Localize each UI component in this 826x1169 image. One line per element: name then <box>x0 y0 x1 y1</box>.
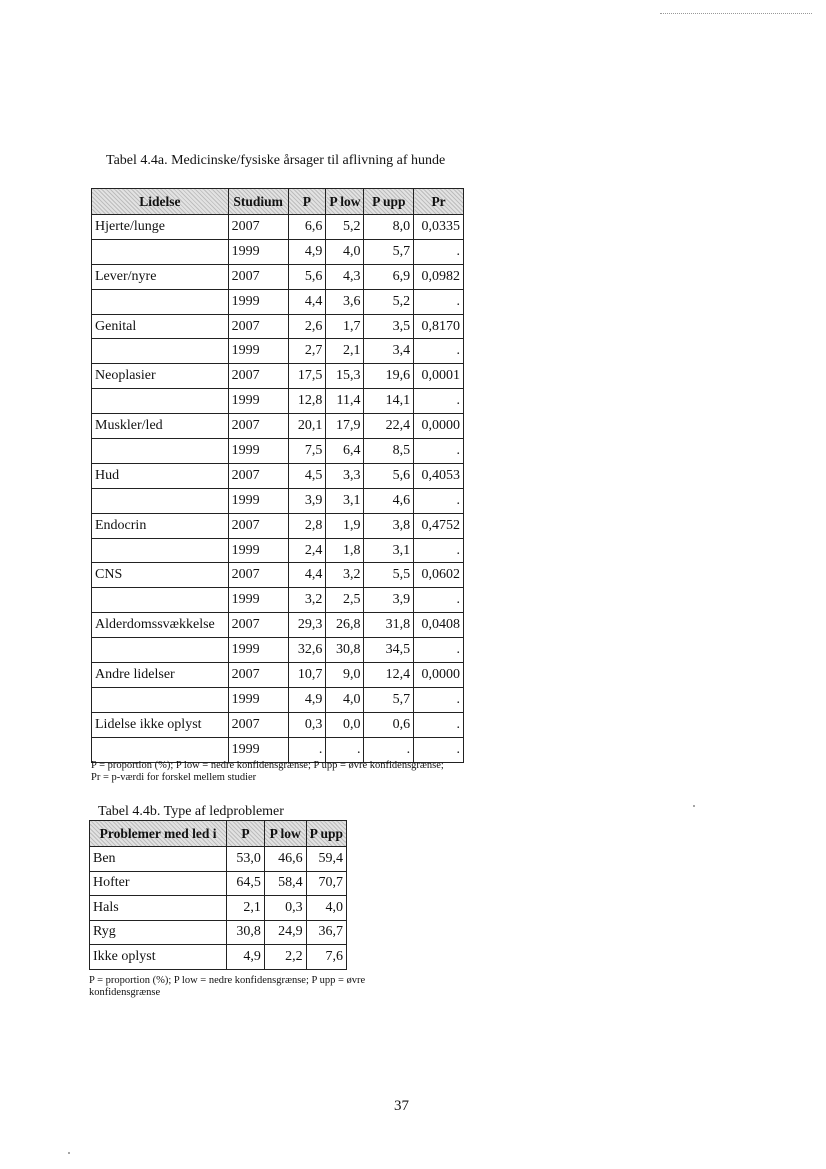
table-cell: Ryg <box>90 920 227 945</box>
table-cell: 8,0 <box>364 215 414 240</box>
table-row <box>92 364 464 389</box>
table-cell: . <box>414 239 464 264</box>
table-cell: 1999 <box>228 538 288 563</box>
table-cell: 53,0 <box>227 847 265 872</box>
table-cell: 20,1 <box>288 414 326 439</box>
table-cell: 0,0 <box>326 712 364 737</box>
table-cell <box>92 339 229 364</box>
table-row <box>92 439 464 464</box>
column-header: P <box>227 821 265 847</box>
table-cell: 34,5 <box>364 638 414 663</box>
table-cell: 1999 <box>228 488 288 513</box>
table-row <box>92 289 464 314</box>
table-row <box>92 314 464 339</box>
table-cell: 64,5 <box>227 871 265 896</box>
table2-header-row <box>90 821 347 847</box>
table-row <box>92 687 464 712</box>
table-cell: 0,6 <box>364 712 414 737</box>
table-cell: 4,4 <box>288 289 326 314</box>
table-cell: 1999 <box>228 339 288 364</box>
table-cell: 5,7 <box>364 239 414 264</box>
column-header: P low <box>326 189 364 215</box>
table-cell: 29,3 <box>288 613 326 638</box>
table-cell <box>92 737 229 762</box>
table-cell: 4,6 <box>364 488 414 513</box>
table-row <box>92 463 464 488</box>
table-cell: 0,0602 <box>414 563 464 588</box>
table-cell: 2007 <box>228 463 288 488</box>
table-cell: 70,7 <box>306 871 346 896</box>
table-cell: 6,9 <box>364 264 414 289</box>
table-cell: 17,5 <box>288 364 326 389</box>
table-cell: 3,9 <box>364 588 414 613</box>
table-cell: 2007 <box>228 314 288 339</box>
table-cell <box>92 687 229 712</box>
table-cell: 2,4 <box>288 538 326 563</box>
table-cell: 24,9 <box>264 920 306 945</box>
table-cell: 2,1 <box>227 896 265 921</box>
table-cell: Hofter <box>90 871 227 896</box>
table-cell: 4,3 <box>326 264 364 289</box>
column-header: Lidelse <box>92 189 229 215</box>
table-cell: 0,0982 <box>414 264 464 289</box>
column-header: P <box>288 189 326 215</box>
table1-caption: Tabel 4.4a. Medicinske/fysiske årsager til aflivning af hunde <box>106 153 446 168</box>
table-cell: 4,9 <box>288 687 326 712</box>
table-cell: 2,1 <box>326 339 364 364</box>
table1-header-row <box>92 189 464 215</box>
table-cell: . <box>414 687 464 712</box>
table-cell: 12,4 <box>364 663 414 688</box>
table-cell: 1,9 <box>326 513 364 538</box>
table-row <box>92 264 464 289</box>
table-cell: . <box>288 737 326 762</box>
table-cell: . <box>414 339 464 364</box>
table-cell: 0,3 <box>288 712 326 737</box>
table-row <box>92 712 464 737</box>
table-row <box>92 488 464 513</box>
table1-note: P = proportion (%); P low = nedre konfidensgrænse; P upp = øvre konfidensgrænse; Pr = p-værdi for forskel mellem studier <box>91 760 444 783</box>
table-cell: 1999 <box>228 638 288 663</box>
page-number: 37 <box>394 1098 409 1114</box>
table-cell: 2007 <box>228 563 288 588</box>
table-cell: . <box>364 737 414 762</box>
table-cell: Neoplasier <box>92 364 229 389</box>
table-cell: Lever/nyre <box>92 264 229 289</box>
table-cell: 30,8 <box>227 920 265 945</box>
table-row <box>92 563 464 588</box>
table-cell: 3,4 <box>364 339 414 364</box>
table-cell: . <box>414 737 464 762</box>
table-cell: Genital <box>92 314 229 339</box>
table-cell: 3,1 <box>326 488 364 513</box>
table-cell: 36,7 <box>306 920 346 945</box>
table-cell: . <box>414 538 464 563</box>
table-cell: 11,4 <box>326 389 364 414</box>
table-row <box>92 588 464 613</box>
table-cell: Lidelse ikke oplyst <box>92 712 229 737</box>
table2-body <box>90 847 347 970</box>
table-cell: 15,3 <box>326 364 364 389</box>
table-cell: 9,0 <box>326 663 364 688</box>
table-cell <box>92 638 229 663</box>
table-cell: 6,4 <box>326 439 364 464</box>
table-row <box>90 945 347 970</box>
causes-table <box>91 188 464 763</box>
table-cell: 3,2 <box>326 563 364 588</box>
table-cell: 1999 <box>228 289 288 314</box>
table-cell: 8,5 <box>364 439 414 464</box>
table-cell: 6,6 <box>288 215 326 240</box>
table-cell: 2,6 <box>288 314 326 339</box>
table-row <box>92 239 464 264</box>
table-cell: 3,1 <box>364 538 414 563</box>
table-cell <box>92 488 229 513</box>
table-row <box>92 414 464 439</box>
table-cell <box>92 439 229 464</box>
table-cell: 3,6 <box>326 289 364 314</box>
table-cell: Hud <box>92 463 229 488</box>
table-cell: 3,2 <box>288 588 326 613</box>
table2-note: P = proportion (%); P low = nedre konfidensgrænse; P upp = øvre konfidensgrænse <box>89 975 366 998</box>
table-cell: . <box>414 389 464 414</box>
table-cell: 0,0335 <box>414 215 464 240</box>
table-cell: 12,8 <box>288 389 326 414</box>
table-cell: . <box>414 638 464 663</box>
table-cell: CNS <box>92 563 229 588</box>
table-cell: 2007 <box>228 414 288 439</box>
column-header: P upp <box>306 821 346 847</box>
table-cell: 7,6 <box>306 945 346 970</box>
table-cell: 1999 <box>228 239 288 264</box>
table-cell: 4,5 <box>288 463 326 488</box>
table-cell: Muskler/led <box>92 414 229 439</box>
table-cell: 2007 <box>228 215 288 240</box>
table-cell: Andre lidelser <box>92 663 229 688</box>
table-cell: 1,7 <box>326 314 364 339</box>
table-cell <box>92 289 229 314</box>
table-cell: 0,4752 <box>414 513 464 538</box>
table-cell: Hals <box>90 896 227 921</box>
table-cell: 58,4 <box>264 871 306 896</box>
table-row <box>92 638 464 663</box>
table-cell: 5,6 <box>364 463 414 488</box>
table-cell <box>92 588 229 613</box>
table-row <box>90 896 347 921</box>
scan-speck <box>68 1152 70 1154</box>
table-row <box>92 339 464 364</box>
table-cell: 2007 <box>228 712 288 737</box>
table-row <box>92 215 464 240</box>
table-cell: 2,5 <box>326 588 364 613</box>
table-cell: Alderdomssvækkelse <box>92 613 229 638</box>
table-cell: 32,6 <box>288 638 326 663</box>
table-cell: 0,0408 <box>414 613 464 638</box>
table-cell: 0,0001 <box>414 364 464 389</box>
table-cell: 2007 <box>228 513 288 538</box>
table-cell: 2,7 <box>288 339 326 364</box>
table-cell: 2007 <box>228 613 288 638</box>
table-cell: 2,8 <box>288 513 326 538</box>
table-cell: . <box>326 737 364 762</box>
table-cell: 5,7 <box>364 687 414 712</box>
table-row <box>90 847 347 872</box>
column-header: P low <box>264 821 306 847</box>
table-cell: 46,6 <box>264 847 306 872</box>
table-cell: . <box>414 289 464 314</box>
table-cell: 10,7 <box>288 663 326 688</box>
table-cell: 1,8 <box>326 538 364 563</box>
column-header: Problemer med led i <box>90 821 227 847</box>
table-cell: 5,6 <box>288 264 326 289</box>
table-row <box>92 389 464 414</box>
table-cell: 0,4053 <box>414 463 464 488</box>
table-cell: 4,4 <box>288 563 326 588</box>
table-cell: 3,5 <box>364 314 414 339</box>
table2-caption: Tabel 4.4b. Type af ledproblemer <box>98 804 284 819</box>
table-cell <box>92 389 229 414</box>
table-cell: 1999 <box>228 737 288 762</box>
table-cell: 2007 <box>228 663 288 688</box>
table-cell: Hjerte/lunge <box>92 215 229 240</box>
table-cell: 5,2 <box>326 215 364 240</box>
table-cell <box>92 538 229 563</box>
table-cell: 0,8170 <box>414 314 464 339</box>
table-cell: Ben <box>90 847 227 872</box>
column-header: Pr <box>414 189 464 215</box>
table-cell: 22,4 <box>364 414 414 439</box>
table-cell: 0,0000 <box>414 414 464 439</box>
scan-speck <box>693 805 695 807</box>
table-cell: 31,8 <box>364 613 414 638</box>
table-cell: 14,1 <box>364 389 414 414</box>
table-row <box>92 737 464 762</box>
table-cell: 19,6 <box>364 364 414 389</box>
table-cell: 1999 <box>228 439 288 464</box>
table-cell: 4,9 <box>227 945 265 970</box>
table-row <box>92 613 464 638</box>
table-cell: Endocrin <box>92 513 229 538</box>
table-cell: 7,5 <box>288 439 326 464</box>
table-cell: 2007 <box>228 264 288 289</box>
column-header: Studium <box>228 189 288 215</box>
table-row <box>92 663 464 688</box>
table-cell: 1999 <box>228 389 288 414</box>
table-row <box>92 538 464 563</box>
table-cell: 59,4 <box>306 847 346 872</box>
table-cell: 0,3 <box>264 896 306 921</box>
table-cell: 0,0000 <box>414 663 464 688</box>
table-cell: 17,9 <box>326 414 364 439</box>
table-cell: 4,0 <box>326 239 364 264</box>
table-row <box>90 920 347 945</box>
table-cell: . <box>414 439 464 464</box>
scan-edge-line <box>660 13 812 14</box>
table-cell: 3,9 <box>288 488 326 513</box>
table-cell: 4,0 <box>326 687 364 712</box>
table-cell: 1999 <box>228 588 288 613</box>
table-cell: 26,8 <box>326 613 364 638</box>
table-cell: 4,9 <box>288 239 326 264</box>
table-cell: . <box>414 588 464 613</box>
table-cell: . <box>414 712 464 737</box>
table-cell: 5,5 <box>364 563 414 588</box>
table-cell: 3,8 <box>364 513 414 538</box>
column-header: P upp <box>364 189 414 215</box>
table-cell: 2,2 <box>264 945 306 970</box>
table-row <box>90 871 347 896</box>
table-cell: 1999 <box>228 687 288 712</box>
table-row <box>92 513 464 538</box>
table-cell: . <box>414 488 464 513</box>
table-cell: 4,0 <box>306 896 346 921</box>
joint-problems-table <box>89 820 347 970</box>
table-cell: 2007 <box>228 364 288 389</box>
table-cell: 3,3 <box>326 463 364 488</box>
table-cell: Ikke oplyst <box>90 945 227 970</box>
table1-body <box>92 215 464 763</box>
table-cell: 30,8 <box>326 638 364 663</box>
table-cell: 5,2 <box>364 289 414 314</box>
table-cell <box>92 239 229 264</box>
